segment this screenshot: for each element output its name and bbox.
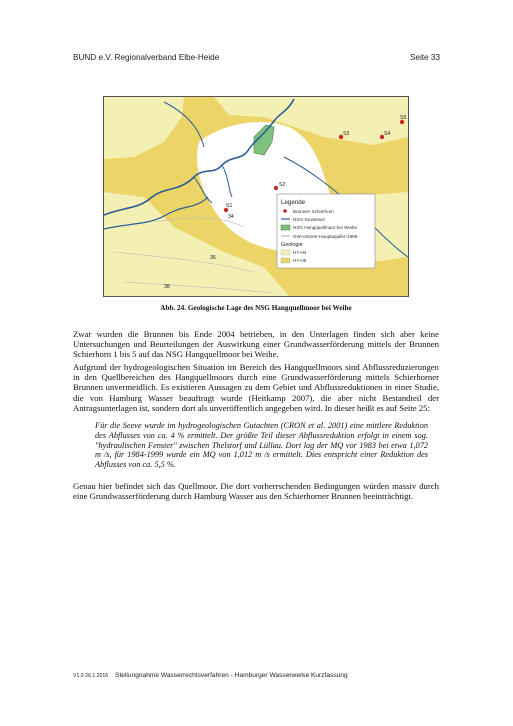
geology-map — [103, 96, 409, 297]
legend-geology-title: Geologie — [281, 242, 303, 248]
legend-title: Legende — [281, 199, 306, 206]
figure-caption: Abb. 24. Geologische Lage des NSG Hangquellmoor bei Weihe — [160, 304, 352, 312]
legend-item-hy-h4: HY-H4 — [293, 250, 307, 255]
well-s2-marker — [274, 186, 278, 190]
legend-item-waters: NSG-Gewässer — [293, 217, 326, 222]
well-s4-label: S4 — [384, 131, 391, 137]
legend-item-wells: Brunnen Schierhorn — [293, 209, 334, 214]
well-s5-label: S5 — [400, 115, 407, 121]
legend-item-hy-h5: HY-H5 — [293, 258, 307, 263]
well-s1-label: S1 — [226, 203, 233, 209]
legend-well-symbol — [283, 209, 287, 213]
legend-moor-symbol — [281, 225, 290, 230]
header-organization: BUND e.V. Regionalverband Elbe-Heide — [73, 53, 220, 62]
legend-hy-h4-symbol — [281, 250, 290, 255]
map-legend — [277, 194, 375, 268]
footer-version: V1.0 26.1.2016 — [73, 673, 109, 679]
well-s2-label: S2 — [279, 182, 286, 188]
legend-item-aquifer: GW-Unterer-Hauptaquifer-1999 — [293, 234, 358, 239]
legend-item-moor: NSG Hangquellmoor bei Weihe — [293, 225, 358, 230]
contour-label-38: 38 — [164, 284, 170, 290]
block-quote: Für die Seeve wurde im hydrogeologischen Gutachten (CRON et al. 2001) eine mittlere Reduktion des Abflusses von ca. 4 % ermittelt. Der größte Teil dieser Abflussreduktion erfolgt in einem sog. "hydraulischen Fenster" zwischen Thelstorf und Lüllau. Dort lag der MQ vor 1983 bei etwa 1,072 m /s, für 1984-1999 wurde ein MQ von 1,012 m /s ermittelt. Dies entspricht einer Reduktion des Abflusses von ca. 5,5 %. — [95, 421, 428, 470]
footer-title: Stellungnahme Wasserrechtsverfahren - Hamburger Wasserwerke Kurzfassung — [115, 672, 348, 679]
paragraph-2: Aufgrund der hydrogeologischen Situation im Bereich des Hangquellmoors sind Abflussreduzierungen in den Quellbereichen des Hangquellmoors durch eine Grundwasserförderung mittels Schierhorner Brunnen unvermeidlich. Es existieren Aussagen zu dem Gebiet und Abflussreduktionen in einer Studie, die von Hamburg Wasser beauftragt wurde (Heitkamp 2007), die aber nicht Bestandteil der Antragsunterlagen ist, sondern dort als unveröffentlich angegeben wird. In dieser heißt es auf Seite 25: — [73, 362, 439, 413]
header-page-number: Seite 33 — [409, 53, 440, 62]
contour-label-36: 36 — [210, 255, 216, 261]
paragraph-1: Zwar wurden die Brunnen bis Ende 2004 betrieben, in den Unterlagen finden sich aber keine Untersuchungen und Beurteilungen der Auswirkung einer Grundwasserförderung mittels der Brunnen Schierhorn 1 bis 5 auf das NSG Hangquellmoor bei Weihe. — [73, 329, 439, 360]
legend-hy-h5-symbol — [281, 258, 290, 263]
page-footer — [73, 672, 348, 679]
well-s3-label: S3 — [343, 131, 350, 137]
closing-paragraph: Genau hier befindet sich das Quellmoor. Die dort vorherrschenden Bedingungen würden massiv durch eine Grundwasserförderung durch Hamburg Wasser aus den Schierhorner Brunnen beeinträchtigt. — [73, 481, 439, 502]
contour-label-34: 34 — [228, 214, 234, 220]
